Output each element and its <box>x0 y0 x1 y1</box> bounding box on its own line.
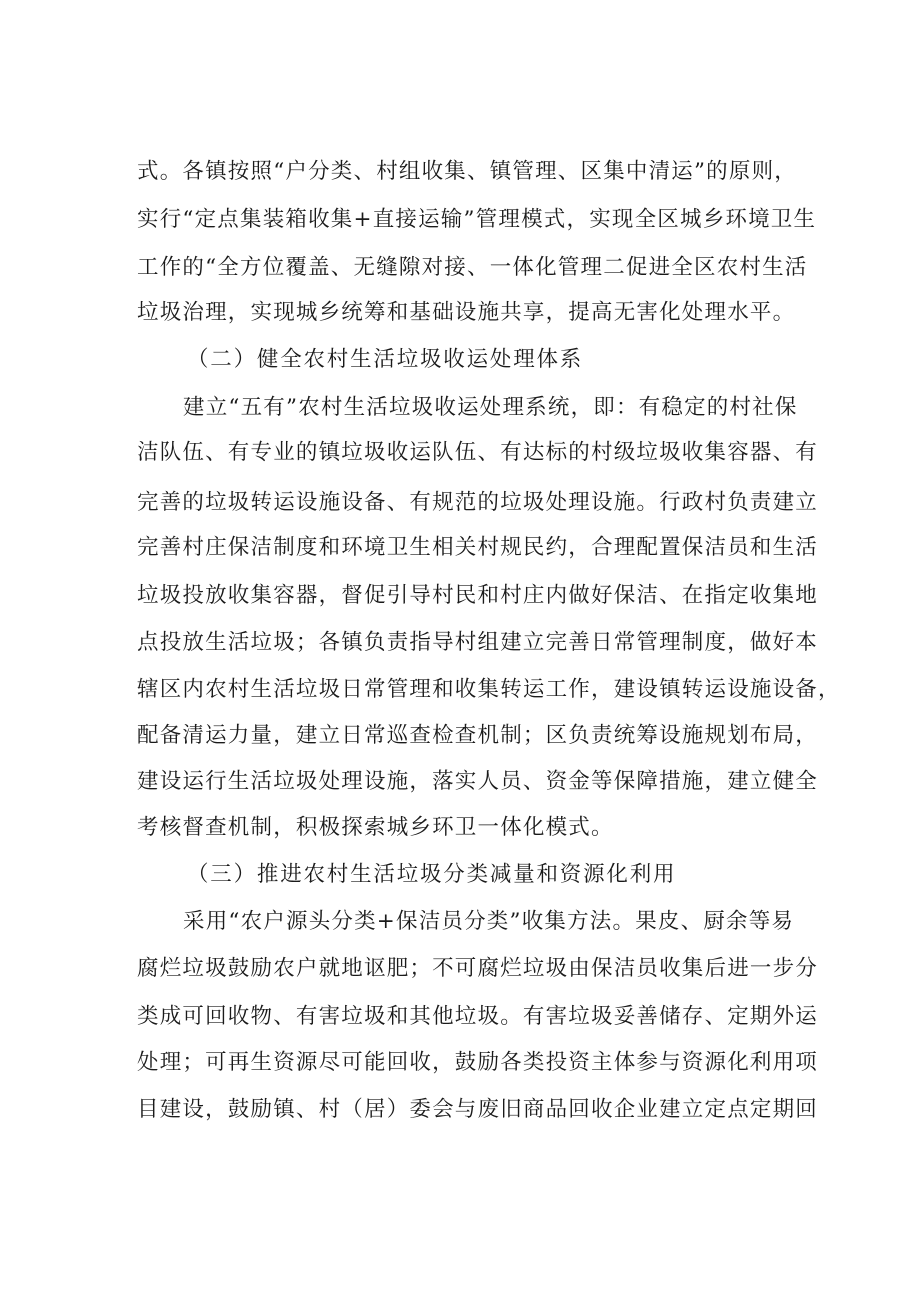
paragraph-line: 垃圾治理，实现城乡统筹和基础设施共享，提高无害化处理水平。 <box>137 300 796 325</box>
paragraph-line: 洁队伍、有专业的镇垃圾收运队伍、有达标的村级垃圾收集容器、有 <box>137 440 819 465</box>
paragraph-line: 建设运行生活垃圾处理设施，落实人员、资金等保障措施，建立健全 <box>137 769 819 794</box>
paragraph-line: 点投放生活垃圾；各镇负责指导村组建立完善日常管理制度，做好本 <box>137 630 819 655</box>
paragraph-line: 考核督查机制，积极探索城乡环卫一体化模式。 <box>137 815 614 840</box>
paragraph-line: 工作的“全方位覆盖、无缝隙对接、一体化管理二促进全区农村生活 <box>137 255 808 280</box>
paragraph-line: 采用“农户源头分类+保洁员分类”收集方法。果皮、厨余等易 <box>183 909 795 934</box>
paragraph-line: 建立“五有”农村生活垃圾收运处理系统，即：有稳定的村社保 <box>183 395 798 420</box>
paragraph-line: 辖区内农村生活垃圾日常管理和收集转运工作，建设镇转运设施设备， <box>137 677 841 702</box>
paragraph-line: 腐烂垃圾鼓励农户就地讴肥；不可腐烂垃圾由保洁员收集后进一步分 <box>137 956 819 981</box>
paragraph-line: 式。各镇按照“户分类、村组收集、镇管理、区集中清运”的原则， <box>137 159 797 184</box>
paragraph-line: 配备清运力量，建立日常巡查检查机制；区负责统筹设施规划布局， <box>137 723 819 748</box>
paragraph-line: 目建设，鼓励镇、村（居）委会与废旧商品回收企业建立定点定期回 <box>137 1097 819 1122</box>
paragraph-line: 处理；可再生资源尽可能回收，鼓励各类投资主体参与资源化利用项 <box>137 1050 819 1075</box>
section-heading-3: （三）推进农村生活垃圾分类减量和资源化利用 <box>187 862 677 887</box>
paragraph-line: 垃圾投放收集容器，督促引导村民和村庄内做好保洁、在指定收集地 <box>137 583 819 608</box>
paragraph-line: 完善村庄保洁制度和环境卫生相关村规民约，合理配置保洁员和生活 <box>137 535 819 560</box>
paragraph-line: 类成可回收物、有害垃圾和其他垃圾。有害垃圾妥善储存、定期外运 <box>137 1004 819 1029</box>
paragraph-line: 实行“定点集装箱收集+直接运输”管理模式，实现全区城乡环境卫生 <box>137 207 817 232</box>
paragraph-line: 完善的垃圾转运设施设备、有规范的垃圾处理设施。行政村负责建立 <box>137 490 819 515</box>
section-heading-2: （二）健全农村生活垃圾收运处理体系 <box>187 347 584 372</box>
